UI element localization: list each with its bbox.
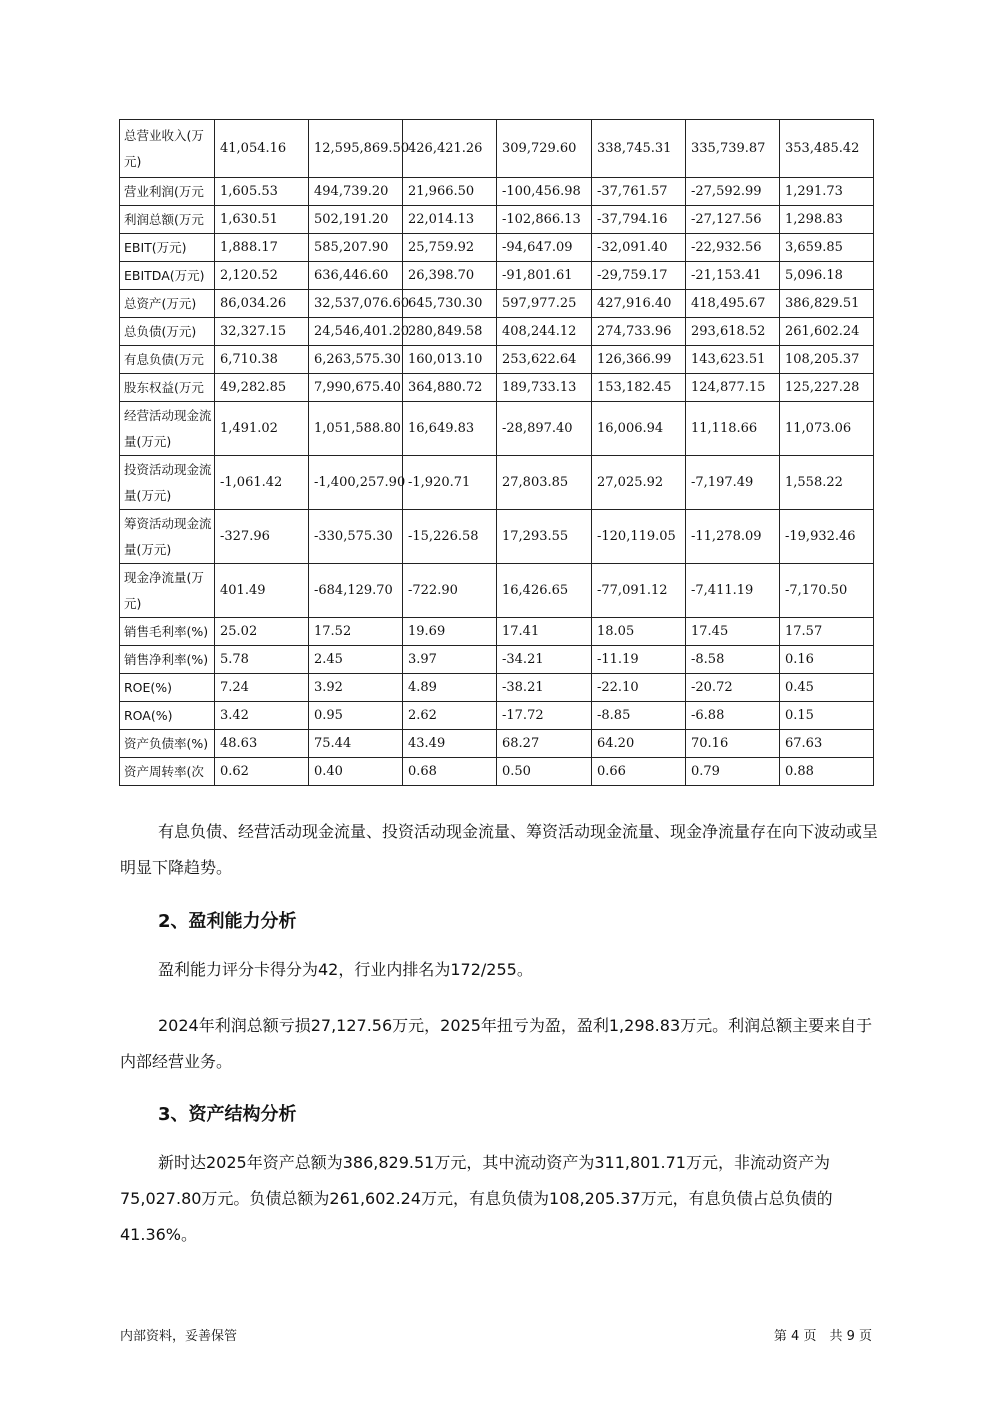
table-cell: 426,421.26 <box>403 120 497 178</box>
table-cell: 16,006.94 <box>592 402 686 456</box>
table-row <box>120 346 874 374</box>
table-cell: -722.90 <box>403 564 497 618</box>
table-cell: 585,207.90 <box>309 234 403 262</box>
table-cell: 1,558.22 <box>780 456 874 510</box>
table-cell: -94,647.09 <box>497 234 592 262</box>
row-label: EBITDA(万元) <box>120 262 215 290</box>
table-row <box>120 290 874 318</box>
table-row <box>120 374 874 402</box>
table-cell: -330,575.30 <box>309 510 403 564</box>
table-cell: 6,263,575.30 <box>309 346 403 374</box>
table-cell: 0.95 <box>309 702 403 730</box>
table-row <box>120 234 874 262</box>
table-cell: 21,966.50 <box>403 178 497 206</box>
table-cell: 0.79 <box>686 758 780 786</box>
table-cell: 16,649.83 <box>403 402 497 456</box>
table-cell: 1,051,588.80 <box>309 402 403 456</box>
table-cell: 1,291.73 <box>780 178 874 206</box>
trend-paragraph: 有息负债、经营活动现金流量、投资活动现金流量、筹资活动现金流量、现金净流量存在向下波动或呈明显下降趋势。 <box>120 822 879 877</box>
table-row <box>120 564 874 618</box>
table-cell: 7.24 <box>215 674 309 702</box>
row-label: ROE(%) <box>120 674 215 702</box>
row-label: 现金净流量(万元) <box>120 564 215 618</box>
table-cell: -27,592.99 <box>686 178 780 206</box>
row-label: 营业利润(万元 <box>120 178 215 206</box>
table-cell: 108,205.37 <box>780 346 874 374</box>
table-cell: 160,013.10 <box>403 346 497 374</box>
table-cell: 0.50 <box>497 758 592 786</box>
row-label: 经营活动现金流量(万元) <box>120 402 215 456</box>
table-cell: -15,226.58 <box>403 510 497 564</box>
table-cell: -1,400,257.90 <box>309 456 403 510</box>
table-cell: 0.40 <box>309 758 403 786</box>
table-row <box>120 510 874 564</box>
table-cell: 494,739.20 <box>309 178 403 206</box>
table-cell: -22.10 <box>592 674 686 702</box>
row-label: 资产负债率(%) <box>120 730 215 758</box>
table-cell: 0.68 <box>403 758 497 786</box>
table-cell: 353,485.42 <box>780 120 874 178</box>
table-cell: -27,127.56 <box>686 206 780 234</box>
table-cell: 293,618.52 <box>686 318 780 346</box>
table-cell: 0.88 <box>780 758 874 786</box>
table-cell: 0.62 <box>215 758 309 786</box>
table-row <box>120 674 874 702</box>
table-cell: 427,916.40 <box>592 290 686 318</box>
table-cell: 49,282.85 <box>215 374 309 402</box>
table-cell: -11.19 <box>592 646 686 674</box>
table-cell: 1,491.02 <box>215 402 309 456</box>
table-cell: 0.66 <box>592 758 686 786</box>
table-cell: -7,411.19 <box>686 564 780 618</box>
table-cell: 19.69 <box>403 618 497 646</box>
table-cell: 70.16 <box>686 730 780 758</box>
table-cell: 1,630.51 <box>215 206 309 234</box>
table-cell: 1,298.83 <box>780 206 874 234</box>
table-cell: 43.49 <box>403 730 497 758</box>
table-cell: 6,710.38 <box>215 346 309 374</box>
table-cell: -684,129.70 <box>309 564 403 618</box>
table-cell: -327.96 <box>215 510 309 564</box>
table-row <box>120 646 874 674</box>
table-cell: 3.92 <box>309 674 403 702</box>
table-cell: -6.88 <box>686 702 780 730</box>
row-label: 资产周转率(次 <box>120 758 215 786</box>
table-cell: 0.45 <box>780 674 874 702</box>
row-label: 总资产(万元) <box>120 290 215 318</box>
row-label: 股东权益(万元 <box>120 374 215 402</box>
table-cell: 597,977.25 <box>497 290 592 318</box>
table-cell: -120,119.05 <box>592 510 686 564</box>
table-cell: -34.21 <box>497 646 592 674</box>
table-cell: 645,730.30 <box>403 290 497 318</box>
table-cell: 32,327.15 <box>215 318 309 346</box>
table-cell: 25.02 <box>215 618 309 646</box>
table-cell: -37,794.16 <box>592 206 686 234</box>
table-cell: 4.89 <box>403 674 497 702</box>
table-cell: 25,759.92 <box>403 234 497 262</box>
table-cell: 7,990,675.40 <box>309 374 403 402</box>
table-cell: -77,091.12 <box>592 564 686 618</box>
table-cell: 2.45 <box>309 646 403 674</box>
table-cell: 2.62 <box>403 702 497 730</box>
row-label: 销售毛利率(%) <box>120 618 215 646</box>
row-label: 有息负债(万元 <box>120 346 215 374</box>
table-cell: 401.49 <box>215 564 309 618</box>
table-cell: 335,739.87 <box>686 120 780 178</box>
table-cell: -11,278.09 <box>686 510 780 564</box>
table-cell: -100,456.98 <box>497 178 592 206</box>
table-cell: -8.85 <box>592 702 686 730</box>
table-cell: 86,034.26 <box>215 290 309 318</box>
table-cell: 408,244.12 <box>497 318 592 346</box>
table-cell: 274,733.96 <box>592 318 686 346</box>
footer-confidential: 内部资料，妥善保管 <box>120 1329 238 1344</box>
table-cell: 64.20 <box>592 730 686 758</box>
table-row <box>120 120 874 178</box>
table-cell: -22,932.56 <box>686 234 780 262</box>
section-heading-profitability: 2、盈利能力分析 <box>158 911 297 932</box>
footer-page-number: 第 4 页 共 9 页 <box>773 1329 872 1344</box>
table-row <box>120 318 874 346</box>
table-cell: 338,745.31 <box>592 120 686 178</box>
table-row <box>120 456 874 510</box>
table-cell: 18.05 <box>592 618 686 646</box>
table-cell: -21,153.41 <box>686 262 780 290</box>
table-cell: 0.16 <box>780 646 874 674</box>
table-cell: 5,096.18 <box>780 262 874 290</box>
table-cell: -8.58 <box>686 646 780 674</box>
table-cell: -1,920.71 <box>403 456 497 510</box>
table-cell: 2,120.52 <box>215 262 309 290</box>
table-cell: 27,803.85 <box>497 456 592 510</box>
table-cell: 11,118.66 <box>686 402 780 456</box>
table-cell: 5.78 <box>215 646 309 674</box>
table-cell: 253,622.64 <box>497 346 592 374</box>
table-cell: -7,170.50 <box>780 564 874 618</box>
table-cell: 3.97 <box>403 646 497 674</box>
table-cell: -32,091.40 <box>592 234 686 262</box>
table-cell: 125,227.28 <box>780 374 874 402</box>
table-cell: 1,605.53 <box>215 178 309 206</box>
table-cell: 1,888.17 <box>215 234 309 262</box>
table-cell: 261,602.24 <box>780 318 874 346</box>
table-cell: 22,014.13 <box>403 206 497 234</box>
table-cell: 11,073.06 <box>780 402 874 456</box>
table-row <box>120 402 874 456</box>
table-row <box>120 758 874 786</box>
table-cell: -28,897.40 <box>497 402 592 456</box>
table-row <box>120 262 874 290</box>
table-row <box>120 730 874 758</box>
table-cell: 32,537,076.60 <box>309 290 403 318</box>
table-cell: 0.15 <box>780 702 874 730</box>
table-row <box>120 178 874 206</box>
profit-paragraph: 2024年利润总额亏损27,127.56万元，2025年扭亏为盈，盈利1,298.83万元。利润总额主要来自于内部经营业务。 <box>120 1016 873 1071</box>
table-cell: -91,801.61 <box>497 262 592 290</box>
section-heading-asset-structure: 3、资产结构分析 <box>158 1104 297 1125</box>
table-cell: -17.72 <box>497 702 592 730</box>
table-cell: 17.52 <box>309 618 403 646</box>
row-label: 总营业收入(万元) <box>120 120 215 178</box>
table-cell: -37,761.57 <box>592 178 686 206</box>
table-row <box>120 618 874 646</box>
financial-table <box>119 119 874 786</box>
table-cell: 67.63 <box>780 730 874 758</box>
table-cell: 502,191.20 <box>309 206 403 234</box>
table-cell: 17.57 <box>780 618 874 646</box>
row-label: EBIT(万元) <box>120 234 215 262</box>
assets-paragraph: 新时达2025年资产总额为386,829.51万元，其中流动资产为311,801.71万元，非流动资产为75,027.80万元。负债总额为261,602.24万元，有息负债为108,205.37万元，有息负债占总负债的41.36%。 <box>120 1153 833 1244</box>
table-cell: 143,623.51 <box>686 346 780 374</box>
table-cell: 75.44 <box>309 730 403 758</box>
table-cell: 27,025.92 <box>592 456 686 510</box>
table-cell: -29,759.17 <box>592 262 686 290</box>
table-cell: 17.45 <box>686 618 780 646</box>
table-cell: 153,182.45 <box>592 374 686 402</box>
table-cell: 48.63 <box>215 730 309 758</box>
row-label: 利润总额(万元 <box>120 206 215 234</box>
table-cell: 17,293.55 <box>497 510 592 564</box>
table-cell: -19,932.46 <box>780 510 874 564</box>
table-cell: 16,426.65 <box>497 564 592 618</box>
row-label: 销售净利率(%) <box>120 646 215 674</box>
table-cell: 126,366.99 <box>592 346 686 374</box>
table-cell: -102,866.13 <box>497 206 592 234</box>
table-cell: 280,849.58 <box>403 318 497 346</box>
table-cell: -7,197.49 <box>686 456 780 510</box>
table-cell: 418,495.67 <box>686 290 780 318</box>
table-cell: 68.27 <box>497 730 592 758</box>
table-cell: 41,054.16 <box>215 120 309 178</box>
row-label: 投资活动现金流量(万元) <box>120 456 215 510</box>
table-cell: 386,829.51 <box>780 290 874 318</box>
table-cell: 12,595,869.50 <box>309 120 403 178</box>
row-label: 筹资活动现金流量(万元) <box>120 510 215 564</box>
table-cell: -38.21 <box>497 674 592 702</box>
table-cell: -20.72 <box>686 674 780 702</box>
table-cell: 3.42 <box>215 702 309 730</box>
score-paragraph: 盈利能力评分卡得分为42，行业内排名为172/255。 <box>158 960 533 979</box>
table-cell: 17.41 <box>497 618 592 646</box>
table-cell: 3,659.85 <box>780 234 874 262</box>
row-label: ROA(%) <box>120 702 215 730</box>
table-cell: 124,877.15 <box>686 374 780 402</box>
table-row <box>120 702 874 730</box>
table-row <box>120 206 874 234</box>
table-cell: 309,729.60 <box>497 120 592 178</box>
table-cell: 189,733.13 <box>497 374 592 402</box>
row-label: 总负债(万元) <box>120 318 215 346</box>
table-cell: 364,880.72 <box>403 374 497 402</box>
table-cell: 24,546,401.20 <box>309 318 403 346</box>
table-cell: 26,398.70 <box>403 262 497 290</box>
table-cell: 636,446.60 <box>309 262 403 290</box>
table-cell: -1,061.42 <box>215 456 309 510</box>
